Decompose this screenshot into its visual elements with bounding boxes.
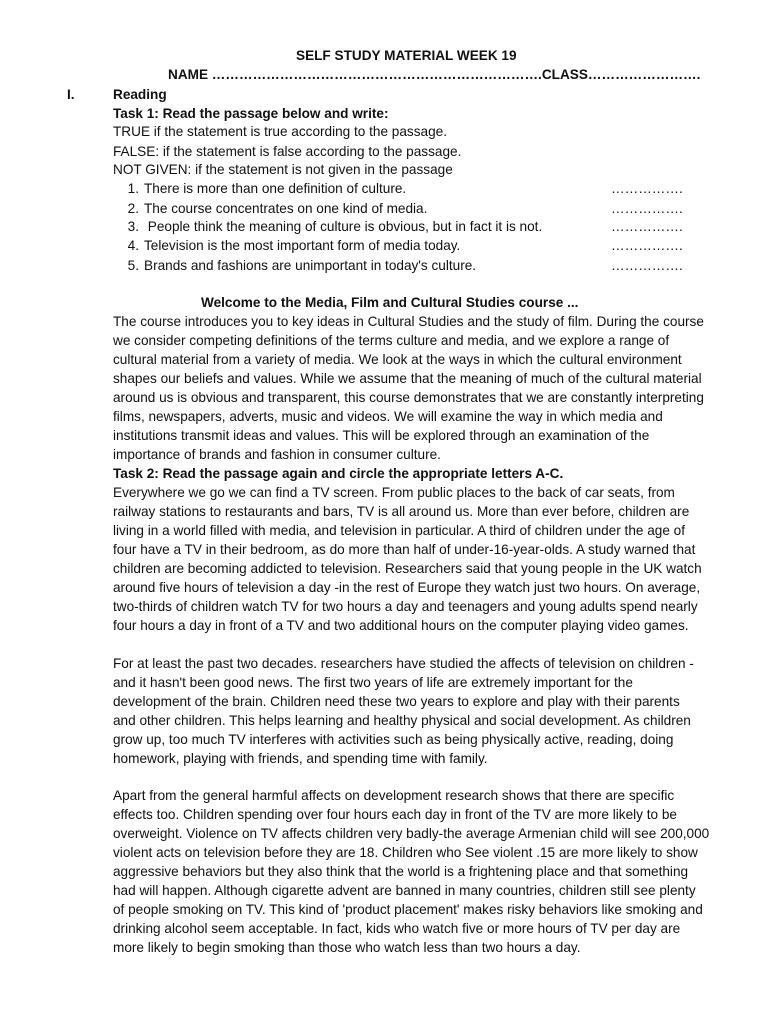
- name-class-line: NAME ……………………………………………………………….CLASS…………………….: [168, 67, 701, 82]
- text-line: grow up, too much TV interferes with activities such as being physically active, reading, doing: [113, 732, 674, 747]
- passage-title: Welcome to the Media, Film and Cultural Studies course ...: [201, 295, 579, 310]
- text-line: overweight. Violence on TV affects children very badly-the average Armenian child will see 200,000: [113, 826, 710, 841]
- text-line: living in a world filled with media, and television in particular. A third of children under the age of: [113, 523, 686, 538]
- section-number: I.: [67, 87, 75, 102]
- task2-title: Task 2: Read the passage again and circle the appropriate letters A-C.: [113, 466, 564, 481]
- text-line: had will happen. Although cigarette advent are banned in many countries, children still see plenty: [113, 883, 696, 898]
- list-item: [0, 256, 768, 275]
- text-line: more likely to begin smoking than those who watch less than two hours a day.: [113, 940, 581, 955]
- item-statement: People think the meaning of culture is obvious, but in fact it is not.: [144, 219, 543, 234]
- text-line: homework, playing with friends, and spending time with family.: [113, 751, 488, 766]
- answer-blank[interactable]: …………….: [611, 219, 683, 234]
- item-statement: There is more than one definition of culture.: [144, 181, 407, 196]
- text-line: Apart from the general harmful affects on development research shows that there are specific: [113, 788, 675, 803]
- text-line: cultural material from a variety of media. We look at the ways in which the cultural environment: [113, 352, 682, 367]
- text-line: children are becoming addicted to television. Researchers said that young people in the UK watch: [113, 561, 702, 576]
- answer-blank[interactable]: …………….: [611, 201, 683, 216]
- list-item: [0, 217, 768, 236]
- text-line: films, newspapers, adverts, music and videos. We will examine the way in which media and: [113, 409, 663, 424]
- item-statement: Brands and fashions are unimportant in today's culture.: [144, 258, 477, 273]
- text-line: aggressive behaviors but they also think that the world is a frightening place and that something: [113, 864, 689, 879]
- text-line: For at least the past two decades. researchers have studied the affects of television on children -: [113, 656, 694, 671]
- text-line: and it hasn't been good news. The first two years of life are extremely important for the: [113, 675, 633, 690]
- text-line: shapes our beliefs and values. While we assume that the meaning of much of the cultural material: [113, 371, 702, 386]
- text-line: importance of brands and fashion in consumer culture.: [113, 447, 441, 462]
- item-number: 2.: [127, 201, 139, 216]
- answer-blank[interactable]: …………….: [611, 181, 683, 196]
- list-item: [0, 236, 768, 255]
- text-line: development of the brain. Children need these two years to explore and play with their parents: [113, 694, 680, 709]
- item-statement: The course concentrates on one kind of media.: [144, 201, 428, 216]
- task1-instruction-not-given: NOT GIVEN: if the statement is not given in the passage: [113, 162, 453, 177]
- text-line: four have a TV in their bedroom, as do more than half of under-16-year-olds. A study warned that: [113, 542, 696, 557]
- text-line: of people smoking on TV. This kind of 'product placement' makes risky behaviors like smoking and: [113, 902, 703, 917]
- text-line: effects too. Children spending over four hours each day in front of the TV are more likely to be: [113, 807, 677, 822]
- text-line: four hours a day in front of a TV and two additional hours on the computer playing video games.: [113, 618, 689, 633]
- text-line: around us is obvious and transparent, this course demonstrates that we are constantly interpreting: [113, 390, 704, 405]
- text-line: drinking alcohol seem acceptable. In fact, kids who watch five or more hours of TV per day are: [113, 921, 681, 936]
- task2-paragraph-2: [113, 654, 723, 768]
- text-line: institutions transmit ideas and values. This will be explored through an examination of the: [113, 428, 650, 443]
- item-number: 5.: [127, 258, 139, 273]
- text-line: around five hours of television a day -in the rest of Europe they watch just two hours. On average,: [113, 580, 701, 595]
- passage1-body: [113, 312, 723, 464]
- text-line: we consider competing definitions of the terms culture and media, and we explore a range of: [113, 333, 670, 348]
- text-line: two-thirds of children watch TV for two hours a day and teenagers and young adults spend nearly: [113, 599, 698, 614]
- list-item: [0, 179, 768, 198]
- task1-instruction-false: FALSE: if the statement is false according to the passage.: [113, 144, 462, 159]
- task1-instruction-true: TRUE if the statement is true according to the passage.: [113, 124, 447, 139]
- item-number: 1.: [127, 181, 139, 196]
- item-number: 4.: [127, 238, 139, 253]
- section-title: Reading: [113, 87, 167, 102]
- document-title: SELF STUDY MATERIAL WEEK 19: [296, 48, 517, 63]
- task2-paragraph-3: [113, 786, 723, 957]
- text-line: Everywhere we go we can find a TV screen. From public places to the back of car seats, from: [113, 485, 675, 500]
- item-statement: Television is the most important form of media today.: [144, 238, 461, 253]
- task2-paragraph-1: [113, 483, 723, 635]
- text-line: The course introduces you to key ideas in Cultural Studies and the study of film. During the course: [113, 314, 704, 329]
- text-line: and other children. This helps learning and healthy physical and social development. As children: [113, 713, 691, 728]
- text-line: violent acts on television before they are 18. Children who See violent .15 are more likely to show: [113, 845, 698, 860]
- answer-blank[interactable]: …………….: [611, 258, 683, 273]
- item-number: 3.: [127, 219, 139, 234]
- list-item: [0, 199, 768, 218]
- task1-title: Task 1: Read the passage below and write:: [113, 106, 389, 121]
- answer-blank[interactable]: …………….: [611, 238, 683, 253]
- text-line: railway stations to restaurants and bars, TV is all around us. More than ever before, children are: [113, 504, 690, 519]
